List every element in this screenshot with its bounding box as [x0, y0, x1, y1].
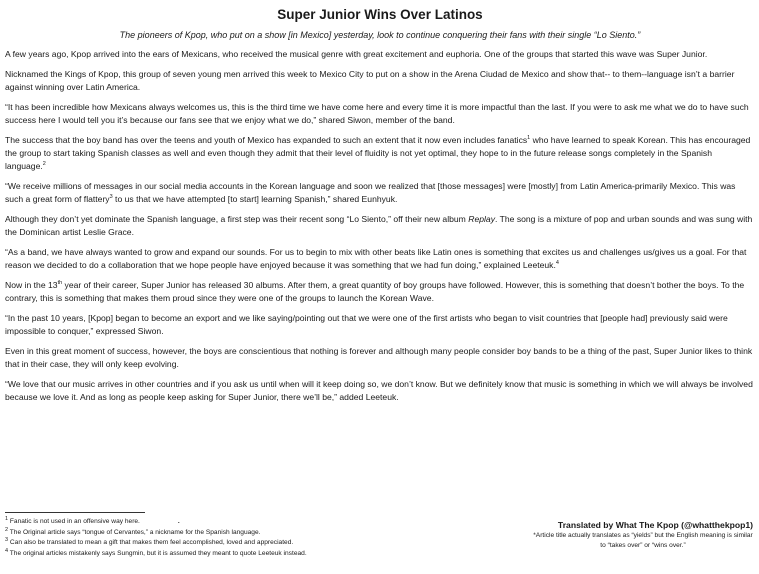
stray-mark: . [177, 518, 180, 525]
footnotes [5, 517, 505, 559]
paragraph-8 [5, 279, 755, 305]
article-subtitle: The pioneers of Kpop, who put on a show [in Mexico] yesterday, look to continue conquering their fans with their single “Lo Siento.” [119, 30, 641, 40]
footnote-ref-4: 4 [555, 260, 559, 267]
paragraph-6 [5, 213, 755, 239]
footnote-3 [5, 538, 505, 549]
paragraph-5 [5, 180, 755, 206]
article-body [5, 48, 755, 404]
footnote-ref-1: 1 [527, 135, 531, 142]
footnote-divider [5, 512, 145, 513]
footnote-text: Fanatic is not used in an offensive way here. [8, 518, 140, 525]
translation-credit [495, 519, 755, 551]
footnote-text: The Original article says “tongue of Cervantes,” a nickname for the Spanish language. [8, 528, 261, 536]
footnote-number: 3 [5, 536, 9, 543]
paragraph-4-text-b: who have learned to speak Korean. This has encouraged the group to start taking Spanish classes as well and even though they admit that their level of fluidity is not yet optimal, they hope to in the future release songs completely in the Spanish language. [5, 135, 751, 171]
paragraph-6-text-b: . The song is a mixture of pop and urban sounds and was sung with the Dominican artist Leslie Grace. [5, 214, 753, 237]
paragraph-9: “In the past 10 years, [Kpop] began to become an export and we like saying/pointing out that we were one of the first artists who began to visit countries that [people had] previously said were impossible to conquer,” expressed Siwon. [5, 313, 728, 336]
paragraph-8-text-b: year of their career, Super Junior has released 30 albums. After them, a great quantity of boy groups have followed. However, this is something that doesn’t bother the boys. To the contrary, this is something that makes them proud since they were one of the groups to launch the Korean Wave. [5, 280, 745, 303]
footnote-text: Can also be translated to mean a gift that makes them feel accomplished, loved and appreciated. [8, 539, 294, 546]
footnote-ref-3: 3 [109, 194, 113, 201]
footnote-2 [5, 528, 505, 539]
footnote-ref-2: 2 [42, 161, 46, 168]
paragraph-4 [5, 134, 755, 173]
ordinal-suffix: th [57, 280, 63, 287]
paragraph-7 [5, 246, 755, 272]
footnote-number: 2 [5, 526, 9, 533]
paragraph-5-text-a: “We receive millions of messages in our social media accounts in the Korean language and soon we realized that [those messages] were [mostly] from Latin America-primarily Mexico. This was such a great form of flattery [5, 181, 736, 204]
footnote-1 [5, 517, 505, 528]
footnote-number: 1 [5, 515, 9, 522]
paragraph-2: Nicknamed the Kings of Kpop, this group of seven young men arrived this week to Mexico City to put on a show in the Arena Ciudad de Mexico and show that-- to them--language isn’t a barrier against winning over Latin America. [5, 69, 735, 92]
title-translation-note: *Article title actually translates as “yields” but the English meaning is similar to “takes over” or “wins over.” [533, 532, 753, 549]
paragraph-11: “We love that our music arrives in other countries and if you ask us until when will it keep doing so, we don’t know. But we definitely know that music is something in which we will always be involved because we love it. And as long as people keep asking for Super Junior, there we’ll be,” added Leeteuk. [5, 379, 753, 402]
paragraph-10: Even in this great moment of success, however, the boys are conscientious that nothing is forever and although many people consider boy bands to be a thing of the past, Super Junior likes to think that in their case, they will only keep evolving. [5, 346, 753, 369]
document-page [5, 0, 755, 574]
footnote-number: 4 [5, 547, 9, 554]
footnote-text: The original articles mistakenly says Sungmin, but it is assumed they meant to quote Leeteuk instead. [8, 549, 307, 557]
album-title: Replay [468, 214, 495, 224]
paragraph-8-text-a: Now in the 13 [5, 280, 58, 290]
paragraph-7-text: “As a band, we have always wanted to grow and expand our sounds. For us to begin to mix with other beats like Latin ones is something that excites us and challenges us/gives us a goal. For that reason we decided to do a collaboration that we hope people have enjoyed because it was something that we had fun doing,” explained Leeteuk. [5, 247, 747, 270]
paragraph-1: A few years ago, Kpop arrived into the ears of Mexicans, who received the musical genre with great excitement and euphoria. One of the groups that started this wave was Super Junior. [5, 49, 708, 59]
article-title: Super Junior Wins Over Latinos [277, 7, 483, 22]
paragraph-4-text-a: The success that the boy band has over the teens and youth of Mexico has expanded to such an extent that it now even includes fanatics [5, 135, 528, 145]
paragraph-3: “It has been incredible how Mexicans always welcomes us, this is the third time we have come here and every time it is more impactful than the last. If you were to ask me what we do to have such success here I would tell you it’s because our fans see that we enjoy what we do,” shared Siwon, member of the band. [5, 102, 749, 125]
paragraph-5-text-b: to us that we have attempted [to start] learning Spanish,” shared Eunhyuk. [112, 194, 398, 204]
credit-line: Translated by What The Kpop (@whatthekpop1) [557, 520, 753, 530]
footnote-4 [5, 549, 505, 560]
paragraph-6-text-a: Although they don’t yet dominate the Spanish language, a first step was their recent song “Lo Siento,” off their new album [5, 214, 469, 224]
